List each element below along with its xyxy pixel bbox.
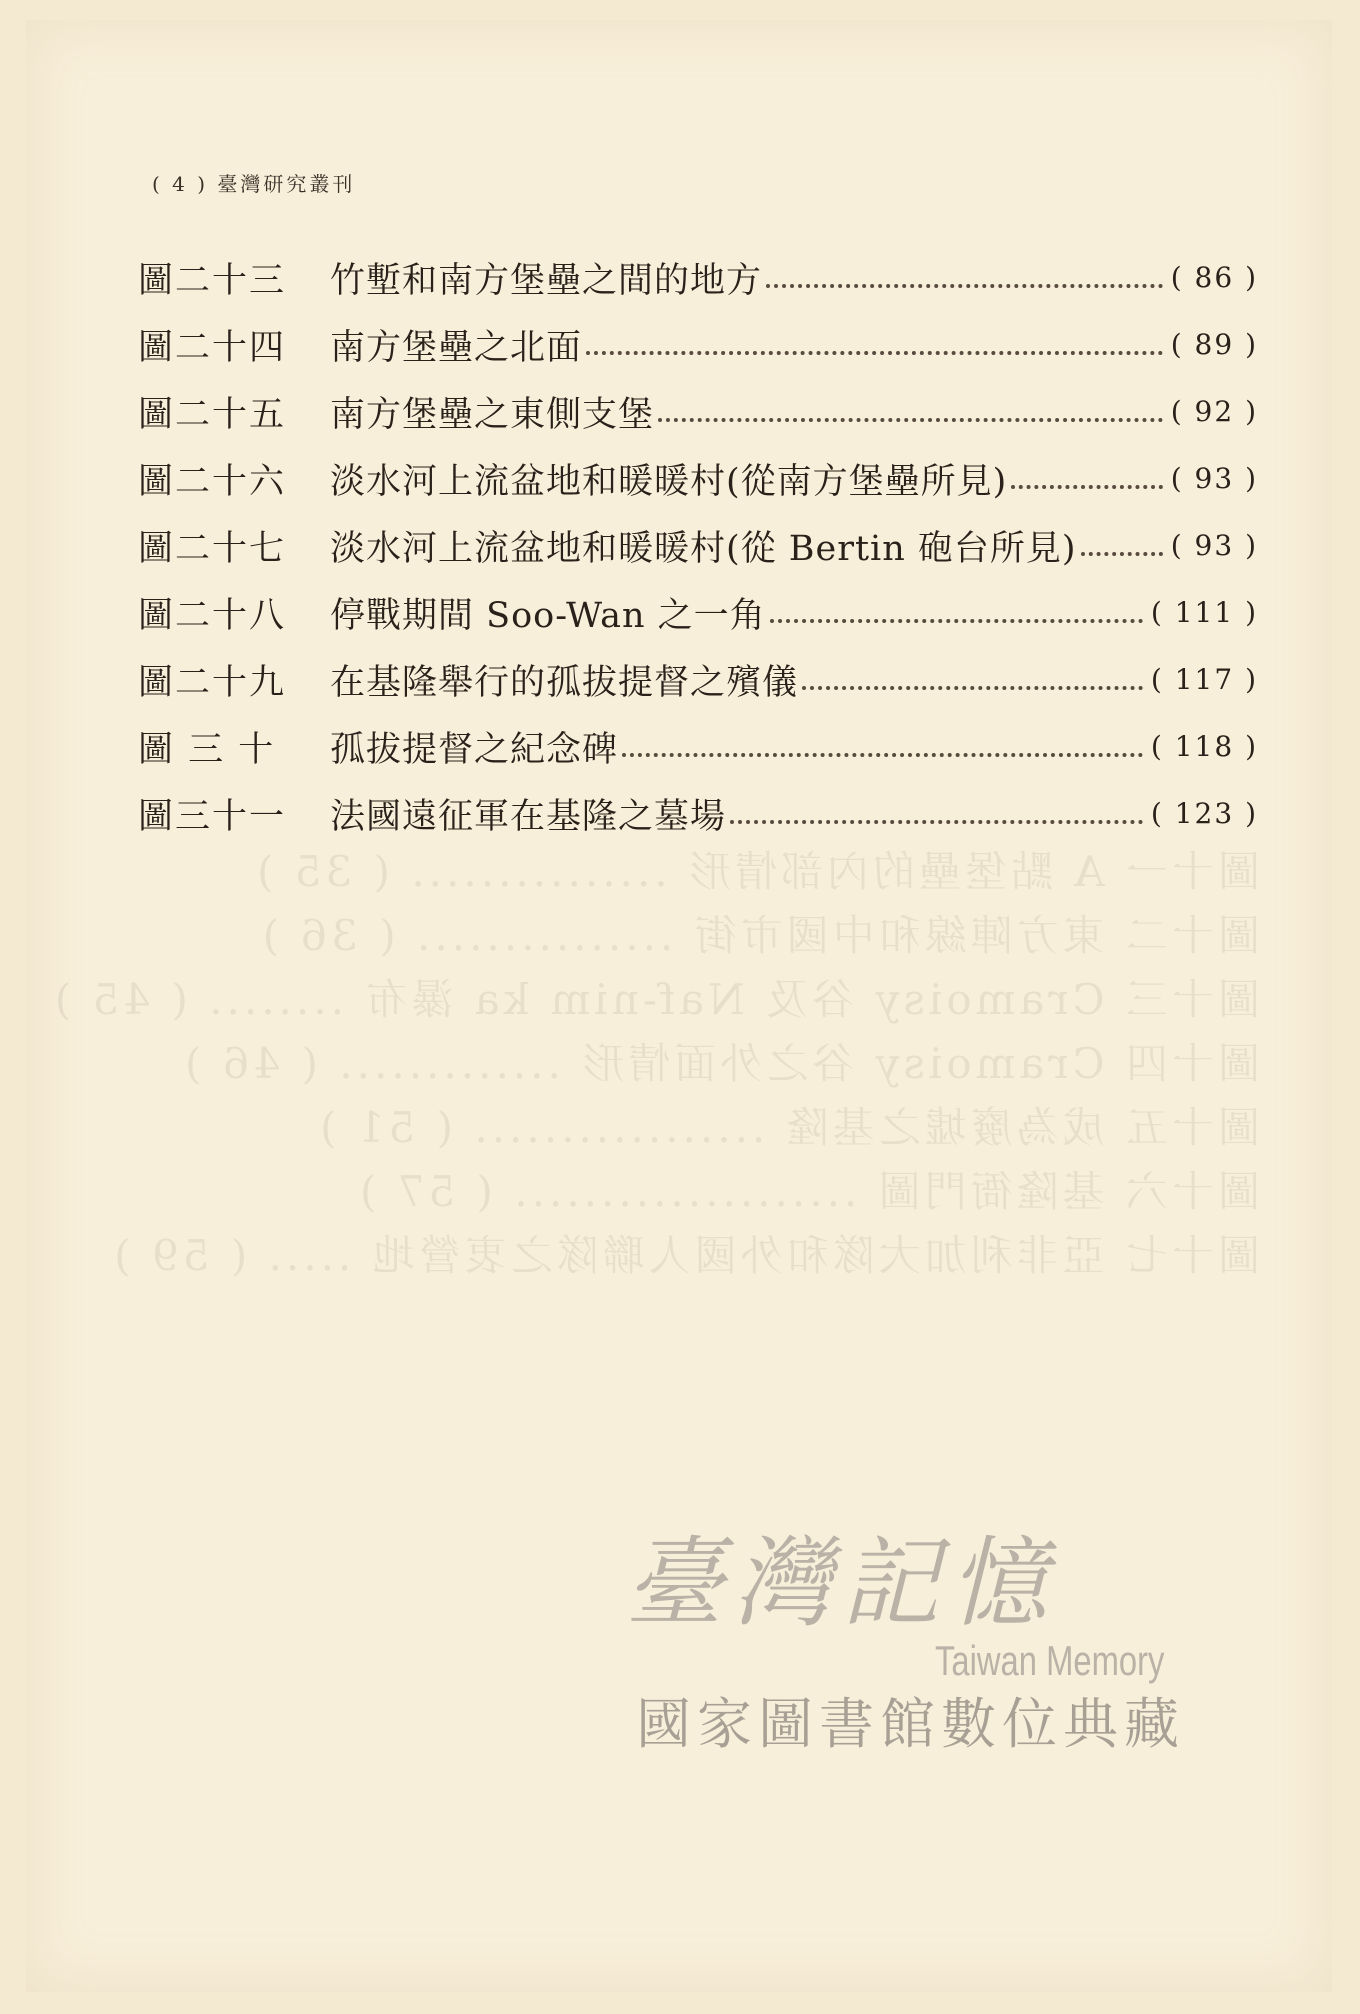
table-of-figures bbox=[138, 244, 1258, 847]
figure-number: 圖二十四 bbox=[138, 327, 287, 368]
figure-title: 竹塹和南方堡壘之間的地方 bbox=[330, 260, 763, 301]
figure-number: 圖二十三 bbox=[138, 260, 287, 301]
toc-row bbox=[138, 445, 1258, 512]
dot-leader bbox=[658, 418, 1163, 422]
figure-title: 南方堡壘之東側支堡 bbox=[330, 394, 655, 435]
figure-number: 圖二十五 bbox=[138, 394, 287, 435]
figure-title: 孤拔提督之紀念碑 bbox=[330, 729, 619, 770]
page-number: ( 93 ) bbox=[1170, 462, 1258, 495]
figure-number: 圖 三 十 bbox=[138, 729, 276, 770]
figure-number: 圖二十九 bbox=[138, 662, 287, 703]
dot-leader bbox=[1011, 485, 1162, 489]
dot-leader bbox=[802, 686, 1143, 690]
figure-number: 圖三十一 bbox=[138, 796, 287, 837]
page-number: ( 92 ) bbox=[1170, 395, 1258, 428]
figure-number: 圖二十七 bbox=[138, 528, 287, 569]
page-number: ( 86 ) bbox=[1170, 261, 1258, 294]
figure-title: 法國遠征軍在基隆之墓場 bbox=[330, 796, 727, 837]
dot-leader bbox=[770, 619, 1143, 623]
dot-leader bbox=[586, 351, 1163, 355]
figure-title: 停戰期間 Soo-Wan 之一角 bbox=[330, 595, 766, 636]
dot-leader bbox=[730, 820, 1143, 824]
toc-row bbox=[138, 579, 1258, 646]
figure-number: 圖二十六 bbox=[138, 461, 287, 502]
dot-leader bbox=[1081, 552, 1163, 556]
figure-title: 淡水河上流盆地和暖暖村(從 Bertin 砲台所見) bbox=[330, 528, 1077, 569]
toc-row bbox=[138, 311, 1258, 378]
watermark-script: 臺灣記憶 bbox=[625, 1527, 1058, 1641]
page-number: ( 118 ) bbox=[1150, 730, 1258, 763]
figure-title: 淡水河上流盆地和暖暖村(從南方堡壘所見) bbox=[330, 461, 1008, 502]
dot-leader bbox=[622, 753, 1143, 757]
watermark-chinese: 國家圖書館數位典藏 bbox=[636, 1692, 1186, 1756]
dot-leader bbox=[766, 284, 1163, 288]
figure-title: 在基隆舉行的孤拔提督之殯儀 bbox=[330, 662, 799, 703]
toc-row bbox=[138, 378, 1258, 445]
page-number: ( 93 ) bbox=[1170, 529, 1258, 562]
figure-number: 圖二十八 bbox=[138, 595, 287, 636]
toc-row bbox=[138, 244, 1258, 311]
page-number: ( 117 ) bbox=[1150, 663, 1258, 696]
toc-row bbox=[138, 780, 1258, 847]
page-number: ( 111 ) bbox=[1150, 596, 1258, 629]
figure-title: 南方堡壘之北面 bbox=[330, 327, 583, 368]
toc-row bbox=[138, 713, 1258, 780]
page-number: ( 89 ) bbox=[1170, 328, 1258, 361]
taiwan-memory-watermark bbox=[620, 1527, 1260, 1925]
watermark-english: Taiwan Memory bbox=[935, 1637, 1165, 1684]
page-header: ( 4 ) 臺灣研究叢刊 bbox=[152, 172, 356, 196]
toc-row bbox=[138, 512, 1258, 579]
page-number: ( 123 ) bbox=[1150, 797, 1258, 830]
toc-row bbox=[138, 646, 1258, 713]
